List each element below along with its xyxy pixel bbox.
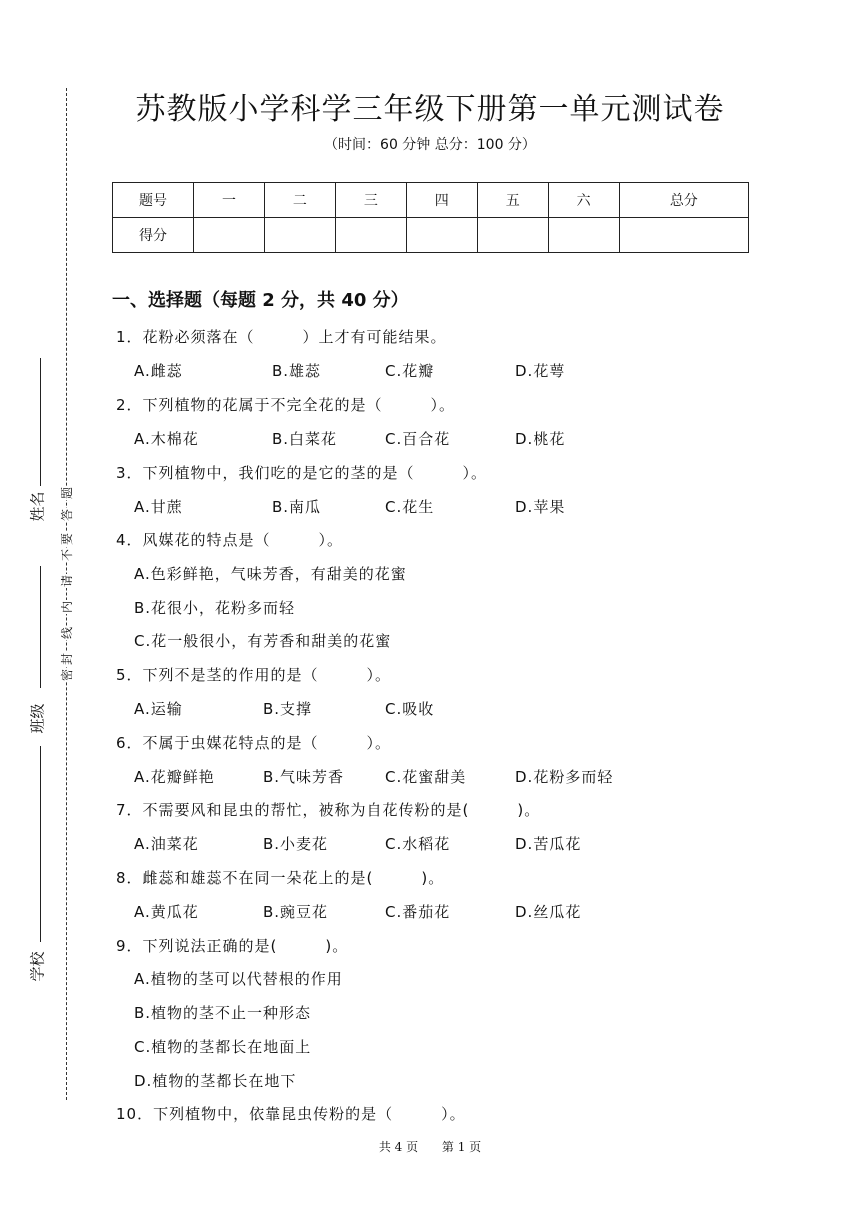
name-label: 姓名 bbox=[28, 491, 47, 522]
question-6: 6．不属于虫媒花特点的是（ ）。 bbox=[116, 734, 392, 752]
binding-dashed-line bbox=[66, 88, 67, 1100]
score-cell[interactable] bbox=[548, 218, 619, 253]
question-9: 9．下列说法正确的是( )。 bbox=[116, 937, 349, 955]
seal-char: 不 bbox=[60, 549, 74, 562]
question-10: 10．下列植物中，依靠昆虫传粉的是（ ）。 bbox=[116, 1105, 466, 1123]
seal-char: 线 bbox=[60, 627, 74, 640]
score-cell[interactable] bbox=[406, 218, 477, 253]
seal-char: 请 bbox=[60, 575, 74, 588]
option: A.油菜花 bbox=[134, 835, 199, 853]
question-4: 4．风媒花的特点是（ ）。 bbox=[116, 531, 344, 549]
option: C.花生 bbox=[385, 498, 435, 516]
option: B.白菜花 bbox=[272, 430, 338, 448]
option: C.番茄花 bbox=[385, 903, 451, 921]
page-title: 苏教版小学科学三年级下册第一单元测试卷 bbox=[135, 92, 725, 127]
score-header-cell: 六 bbox=[548, 183, 619, 218]
option: B.豌豆花 bbox=[263, 903, 329, 921]
option: B.植物的茎不止一种形态 bbox=[134, 1004, 312, 1022]
option: A.黄瓜花 bbox=[134, 903, 199, 921]
score-header-cell: 总分 bbox=[619, 183, 748, 218]
score-table-header-row bbox=[113, 183, 749, 218]
seal-char: 密 bbox=[60, 669, 74, 682]
option: B.雄蕊 bbox=[272, 362, 322, 380]
question-7: 7．不需要风和昆虫的帮忙，被称为自花传粉的是( )。 bbox=[116, 801, 541, 819]
page-footer bbox=[0, 1138, 860, 1155]
option: D.苹果 bbox=[515, 498, 566, 516]
seal-char: 要 bbox=[60, 533, 74, 546]
score-cell[interactable] bbox=[335, 218, 406, 253]
question-5: 5．下列不是茎的作用的是（ ）。 bbox=[116, 666, 392, 684]
total-pages: 共 4 页 bbox=[378, 1140, 419, 1154]
option: C.花一般很小，有芳香和甜美的花蜜 bbox=[134, 632, 392, 650]
option: A.雌蕊 bbox=[134, 362, 183, 380]
score-header-cell: 二 bbox=[264, 183, 335, 218]
option: C.花蜜甜美 bbox=[385, 768, 467, 786]
class-underline bbox=[40, 566, 41, 688]
option: D.丝瓜花 bbox=[515, 903, 582, 921]
score-cell[interactable] bbox=[619, 218, 748, 253]
option: C.吸收 bbox=[385, 700, 435, 718]
option: C.花瓣 bbox=[385, 362, 435, 380]
class-label: 班级 bbox=[28, 703, 47, 734]
current-page: 第 1 页 bbox=[441, 1140, 482, 1154]
option: C.水稻花 bbox=[385, 835, 451, 853]
option: A.色彩鲜艳，气味芳香，有甜美的花蜜 bbox=[134, 565, 407, 583]
score-header-cell: 四 bbox=[406, 183, 477, 218]
school-label: 学校 bbox=[28, 951, 47, 982]
seal-char: 答 bbox=[60, 509, 74, 522]
question-2: 2．下列植物的花属于不完全花的是（ ）。 bbox=[116, 396, 456, 414]
option: D.花萼 bbox=[515, 362, 566, 380]
option: C.百合花 bbox=[385, 430, 451, 448]
score-header-cell: 三 bbox=[335, 183, 406, 218]
score-table bbox=[112, 182, 749, 253]
score-header-cell: 题号 bbox=[113, 183, 194, 218]
seal-char: 题 bbox=[60, 487, 74, 500]
seal-char: 内 bbox=[60, 601, 74, 614]
question-3: 3．下列植物中，我们吃的是它的茎的是（ ）。 bbox=[116, 464, 488, 482]
score-table-score-row bbox=[113, 218, 749, 253]
score-header-cell: 五 bbox=[477, 183, 548, 218]
score-cell[interactable] bbox=[264, 218, 335, 253]
seal-char: 封 bbox=[60, 653, 74, 666]
score-row-label: 得分 bbox=[113, 218, 194, 253]
option: A.运输 bbox=[134, 700, 183, 718]
option: C.植物的茎都长在地面上 bbox=[134, 1038, 312, 1056]
option: B.南瓜 bbox=[272, 498, 322, 516]
option: B.支撑 bbox=[263, 700, 313, 718]
option: D.花粉多而轻 bbox=[515, 768, 614, 786]
question-8: 8．雌蕊和雄蕊不在同一朵花上的是( )。 bbox=[116, 869, 445, 887]
score-cell[interactable] bbox=[194, 218, 265, 253]
question-1: 1．花粉必须落在（ ）上才有可能结果。 bbox=[116, 328, 447, 346]
school-underline bbox=[40, 746, 41, 942]
section-title: 一、选择题（每题 2 分，共 40 分） bbox=[112, 290, 409, 311]
option: B.气味芳香 bbox=[263, 768, 345, 786]
option: A.木棉花 bbox=[134, 430, 199, 448]
option: D.植物的茎都长在地下 bbox=[134, 1072, 297, 1090]
option: A.甘蔗 bbox=[134, 498, 183, 516]
score-header-cell: 一 bbox=[194, 183, 265, 218]
name-underline bbox=[40, 358, 41, 486]
option: B.小麦花 bbox=[263, 835, 329, 853]
option: B.花很小，花粉多而轻 bbox=[134, 599, 296, 617]
page-subtitle: （时间：60 分钟 总分：100 分） bbox=[324, 137, 536, 153]
option: A.花瓣鲜艳 bbox=[134, 768, 215, 786]
option: A.植物的茎可以代替根的作用 bbox=[134, 970, 343, 988]
option: D.桃花 bbox=[515, 430, 566, 448]
score-cell[interactable] bbox=[477, 218, 548, 253]
option: D.苦瓜花 bbox=[515, 835, 582, 853]
